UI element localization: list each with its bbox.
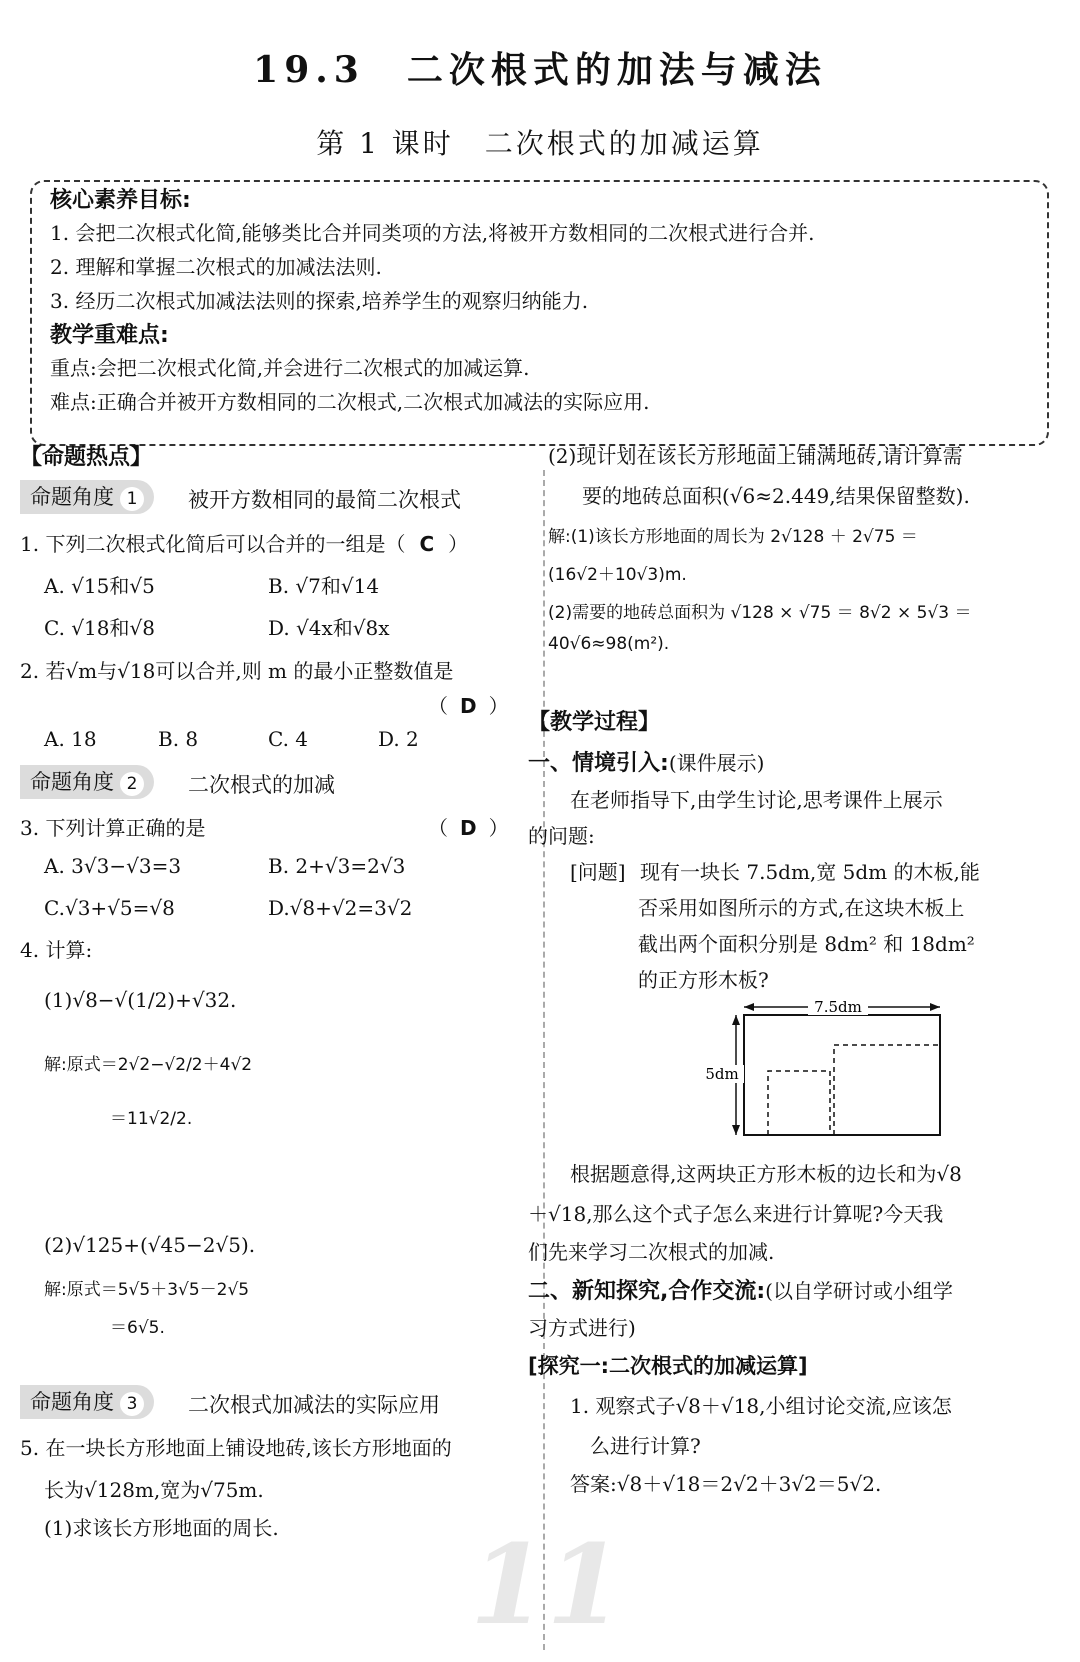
- section-heading-hotspots: 【命题热点】: [20, 445, 153, 470]
- angle-tag-label: 命题角度: [30, 770, 114, 794]
- core-goals-heading: 核心素养目标:: [50, 188, 191, 213]
- problem-line: 的正方形木板?: [638, 968, 769, 992]
- q4-part1-solution: 解:原式＝2√2−√2/2＋4√2: [44, 1055, 253, 1075]
- q3-option-d: D.√8+√2=3√2: [268, 896, 413, 920]
- q5-part1: (1)求该长方形地面的周长.: [44, 1516, 279, 1540]
- angle-tag-text: 被开方数相同的最简二次根式: [188, 488, 461, 512]
- q3-stem: 3. 下列计算正确的是: [20, 816, 206, 840]
- q3-option-b: B. 2+√3=2√3: [268, 854, 406, 878]
- q1-option-a: A. √15和√5: [44, 574, 155, 598]
- paragraph: 们先来学习二次根式的加减.: [528, 1240, 775, 1264]
- q1-option-d: D. √4x和√8x: [268, 616, 390, 640]
- q5-stem: 5. 在一块长方形地面上铺设地砖,该长方形地面的: [20, 1436, 452, 1460]
- board-rect: [744, 1015, 940, 1135]
- paragraph: ＋√18,那么这个式子怎么来进行计算呢?今天我: [528, 1202, 944, 1226]
- q3-answer-paren: （ D ）: [428, 816, 509, 840]
- angle-tag-label: 命题角度: [30, 485, 114, 509]
- explore-question-cont: 么进行计算?: [590, 1434, 701, 1458]
- explore-question: 1. 观察式子√8＋√18,小组讨论交流,应该怎: [570, 1394, 952, 1418]
- q2-option-d: D. 2: [378, 727, 419, 751]
- paragraph: 在老师指导下,由学生讨论,思考课件上展示: [570, 788, 943, 812]
- section2-heading: 二、新知探究,合作交流:(以自学研讨或小组学: [528, 1279, 953, 1304]
- page-title: 19.3 二次根式的加法与减法: [253, 49, 827, 91]
- section1-note: (课件展示): [668, 751, 765, 775]
- q5-solution: (16√2＋10√3)m.: [548, 565, 687, 585]
- q3-answer: D: [460, 816, 477, 840]
- arrow-up-icon: [732, 1015, 740, 1025]
- q5-solution: 40√6≈98(m²).: [548, 634, 670, 654]
- angle-tag: [20, 480, 154, 514]
- angle-tag-text: 二次根式加减法的实际应用: [188, 1393, 440, 1417]
- column-divider: [543, 470, 545, 1650]
- angle-tag-number: 3: [120, 1392, 144, 1416]
- angle-tag-number: 1: [120, 487, 144, 511]
- section2-note-cont: 习方式进行): [528, 1316, 636, 1340]
- explore-heading: [探究一:二次根式的加减运算]: [528, 1354, 808, 1378]
- lesson-subtitle: 第 1 课时 二次根式的加减运算: [316, 127, 764, 160]
- q4-part2-result: ＝6√5.: [110, 1318, 165, 1338]
- q5-part2-cont: 要的地砖总面积(√6≈2.449,结果保留整数).: [582, 484, 970, 508]
- q5-solution: (2)需要的地砖总面积为 √128 × √75 ＝ 8√2 × 5√3 ＝: [548, 603, 972, 623]
- angle-tag: [20, 765, 154, 799]
- difficulty-point: 难点:正确合并被开方数相同的二次根式,二次根式加减法的实际应用.: [50, 390, 650, 414]
- q2-answer: D: [460, 694, 477, 718]
- section2-note: (以自学研讨或小组学: [765, 1279, 953, 1303]
- paragraph: 根据题意得,这两块正方形木板的边长和为√8: [570, 1162, 962, 1186]
- arrow-down-icon: [732, 1125, 740, 1135]
- key-point: 重点:会把二次根式化简,并会进行二次根式的加减运算.: [50, 356, 530, 380]
- q4-part2: (2)√125+(√45−2√5).: [44, 1233, 256, 1257]
- q4-part1: (1)√8−√(1/2)+√32.: [44, 988, 237, 1012]
- small-square-outline: [768, 1071, 830, 1135]
- q2-option-c: C. 4: [268, 727, 309, 751]
- width-label: 7.5dm: [814, 998, 862, 1016]
- q5-solution: 解:(1)该长方形地面的周长为 2√128 ＋ 2√75 ＝: [548, 527, 918, 547]
- problem-line: 否采用如图所示的方式,在这块木板上: [638, 896, 965, 920]
- q5-part2: (2)现计划在该长方形地面上铺满地砖,请计算需: [548, 444, 963, 468]
- q3-option-a: A. 3√3−√3=3: [44, 854, 182, 878]
- problem-line: 现有一块长 7.5dm,宽 5dm 的木板,能: [640, 860, 980, 884]
- arrow-right-icon: [930, 1003, 940, 1011]
- angle-tag-label: 命题角度: [30, 1390, 114, 1414]
- q5-stem-cont: 长为√128m,宽为√75m.: [44, 1478, 264, 1502]
- section-heading-process: 【教学过程】: [528, 710, 661, 735]
- arrow-left-icon: [744, 1003, 754, 1011]
- paragraph: 的问题:: [528, 824, 595, 848]
- height-label: 5dm: [705, 1065, 739, 1083]
- page-number: 11: [470, 1520, 624, 1649]
- core-goal-item: 1. 会把二次根式化简,能够类比合并同类项的方法,将被开方数相同的二次根式进行合并.: [50, 221, 815, 245]
- problem-tag: [问题]: [570, 860, 626, 884]
- q4-part2-solution: 解:原式＝5√5＋3√5－2√5: [44, 1280, 250, 1300]
- q1-answer: C: [419, 532, 435, 556]
- board-figure: [700, 995, 960, 1145]
- section1-heading: 一、情境引入:(课件展示): [528, 751, 765, 776]
- angle-tag-number: 2: [120, 772, 144, 796]
- angle-tag: [20, 1385, 154, 1419]
- large-square-outline: [834, 1045, 940, 1135]
- q2-option-a: A. 18: [44, 727, 97, 751]
- explore-answer: 答案:√8＋√18＝2√2＋3√2＝5√2.: [570, 1472, 882, 1496]
- angle-tag-text: 二次根式的加减: [188, 773, 335, 797]
- core-goal-item: 2. 理解和掌握二次根式的加减法法则.: [50, 255, 382, 279]
- key-points-heading: 教学重难点:: [50, 323, 169, 348]
- q1-option-b: B. √7和√14: [268, 574, 380, 598]
- q4-part1-result: ＝11√2/2.: [110, 1109, 193, 1129]
- q3-option-c: C.√3+√5=√8: [44, 896, 175, 920]
- q1-option-c: C. √18和√8: [44, 616, 155, 640]
- q4-stem: 4. 计算:: [20, 938, 93, 962]
- q2-stem: 2. 若√m与√18可以合并,则 m 的最小正整数值是: [20, 659, 454, 683]
- q2-answer-paren: （ D ）: [428, 694, 509, 718]
- q1-stem: 1. 下列二次根式化简后可以合并的一组是（ C ）: [20, 532, 469, 556]
- core-goal-item: 3. 经历二次根式加减法法则的探索,培养学生的观察归纳能力.: [50, 289, 589, 313]
- q2-option-b: B. 8: [158, 727, 199, 751]
- problem-line: 截出两个面积分别是 8dm² 和 18dm²: [638, 932, 975, 956]
